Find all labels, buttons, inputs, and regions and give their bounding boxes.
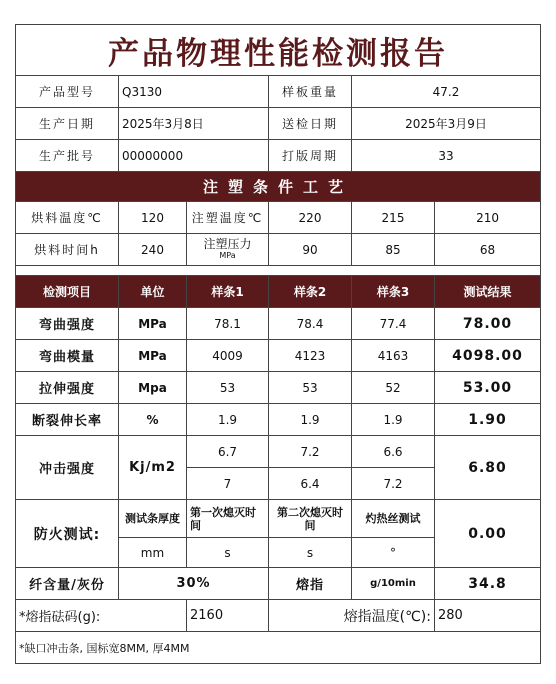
cycle-value: 33 bbox=[352, 140, 541, 172]
melt-temp-label: 熔指温度(℃): bbox=[269, 600, 435, 632]
inject-pressure-value-2: 85 bbox=[352, 234, 435, 266]
row-unit: MPa bbox=[119, 308, 187, 340]
fire-v-glow: ° bbox=[352, 538, 435, 568]
row-result: 78.00 bbox=[435, 308, 541, 340]
impact-r1-s1: 6.7 bbox=[187, 436, 269, 468]
row-sample-3: 52 bbox=[352, 372, 435, 404]
fire-item: 防火测试: bbox=[16, 500, 119, 568]
impact-result: 6.80 bbox=[435, 436, 541, 500]
row-sample-1: 78.1 bbox=[187, 308, 269, 340]
impact-r2-s3: 7.2 bbox=[352, 468, 435, 500]
spacer-row bbox=[16, 266, 541, 276]
cycle-label: 打版周期 bbox=[269, 140, 352, 172]
row-item: 弯曲模量 bbox=[16, 340, 119, 372]
header-result: 测试结果 bbox=[435, 276, 541, 308]
header-sample-1: 样条1 bbox=[187, 276, 269, 308]
row-result: 4098.00 bbox=[435, 340, 541, 372]
table-row bbox=[16, 340, 541, 372]
fire-v-first: s bbox=[187, 538, 269, 568]
fire-h-glow: 灼热丝测试 bbox=[352, 500, 435, 538]
melt-weight-value: 2160 bbox=[187, 600, 269, 632]
melt-temp-value: 280 bbox=[435, 600, 541, 632]
impact-r2-s2: 6.4 bbox=[269, 468, 352, 500]
impact-r1-s3: 6.6 bbox=[352, 436, 435, 468]
melt-label: 熔指 bbox=[269, 568, 352, 600]
melt-value: 34.8 bbox=[435, 568, 541, 600]
row-result: 53.00 bbox=[435, 372, 541, 404]
fire-result: 0.00 bbox=[435, 500, 541, 568]
inject-pressure-cell bbox=[187, 234, 269, 266]
fiber-label: 纤含量/灰份 bbox=[16, 568, 119, 600]
prod-date-value: 2025年3月8日 bbox=[119, 108, 269, 140]
impact-item: 冲击强度 bbox=[16, 436, 119, 500]
row-unit: Mpa bbox=[119, 372, 187, 404]
fire-h-thickness: 测试条厚度 bbox=[119, 500, 187, 538]
model-value: Q3130 bbox=[119, 76, 269, 108]
header-sample-2: 样条2 bbox=[269, 276, 352, 308]
header-item: 检测项目 bbox=[16, 276, 119, 308]
row-sample-2: 4123 bbox=[269, 340, 352, 372]
weight-value: 47.2 bbox=[352, 76, 541, 108]
table-row bbox=[16, 404, 541, 436]
batch-value: 00000000 bbox=[119, 140, 269, 172]
row-sample-1: 53 bbox=[187, 372, 269, 404]
inject-temp-value-1: 220 bbox=[269, 202, 352, 234]
fire-h-second: 第二次熄灭时间 bbox=[269, 500, 352, 538]
row-sample-2: 78.4 bbox=[269, 308, 352, 340]
batch-label: 生产批号 bbox=[16, 140, 119, 172]
process-header: 注塑条件工艺 bbox=[16, 172, 541, 202]
fire-v-thickness: mm bbox=[119, 538, 187, 568]
row-unit: MPa bbox=[119, 340, 187, 372]
row-sample-3: 1.9 bbox=[352, 404, 435, 436]
report-table bbox=[15, 24, 541, 664]
header-unit: 单位 bbox=[119, 276, 187, 308]
bake-time-value: 240 bbox=[119, 234, 187, 266]
bake-temp-label: 烘料温度℃ bbox=[16, 202, 119, 234]
inject-pressure-unit: MPa bbox=[219, 250, 236, 260]
row-unit: % bbox=[119, 404, 187, 436]
inject-pressure-label: 注塑压力 bbox=[203, 236, 252, 251]
bake-time-label: 烘料时间h bbox=[16, 234, 119, 266]
impact-r1-s2: 7.2 bbox=[269, 436, 352, 468]
send-date-label: 送检日期 bbox=[269, 108, 352, 140]
impact-unit: Kj/m2 bbox=[119, 436, 187, 500]
report-title: 产品物理性能检测报告 bbox=[16, 25, 541, 76]
row-item: 弯曲强度 bbox=[16, 308, 119, 340]
melt-unit: g/10min bbox=[352, 568, 435, 600]
inject-temp-label: 注塑温度℃ bbox=[187, 202, 269, 234]
model-label: 产品型号 bbox=[16, 76, 119, 108]
row-result: 1.90 bbox=[435, 404, 541, 436]
impact-r2-s1: 7 bbox=[187, 468, 269, 500]
prod-date-label: 生产日期 bbox=[16, 108, 119, 140]
weight-label: 样板重量 bbox=[269, 76, 352, 108]
bake-temp-value: 120 bbox=[119, 202, 187, 234]
send-date-value: 2025年3月9日 bbox=[352, 108, 541, 140]
row-sample-1: 4009 bbox=[187, 340, 269, 372]
row-sample-2: 53 bbox=[269, 372, 352, 404]
row-sample-3: 4163 bbox=[352, 340, 435, 372]
row-item: 拉伸强度 bbox=[16, 372, 119, 404]
footnote: *缺口冲击条, 国标宽8MM, 厚4MM bbox=[16, 632, 541, 664]
inject-pressure-value-3: 68 bbox=[435, 234, 541, 266]
inject-temp-value-2: 215 bbox=[352, 202, 435, 234]
fiber-value: 30% bbox=[119, 568, 269, 600]
header-sample-3: 样条3 bbox=[352, 276, 435, 308]
fire-h-first: 第一次熄灭时间 bbox=[187, 500, 269, 538]
row-item: 断裂伸长率 bbox=[16, 404, 119, 436]
report-sheet bbox=[15, 24, 540, 664]
row-sample-3: 77.4 bbox=[352, 308, 435, 340]
inject-pressure-value-1: 90 bbox=[269, 234, 352, 266]
row-sample-2: 1.9 bbox=[269, 404, 352, 436]
fire-v-second: s bbox=[269, 538, 352, 568]
melt-weight-label: *熔指砝码(g): bbox=[16, 600, 187, 632]
table-row bbox=[16, 372, 541, 404]
table-row bbox=[16, 308, 541, 340]
inject-temp-value-3: 210 bbox=[435, 202, 541, 234]
row-sample-1: 1.9 bbox=[187, 404, 269, 436]
